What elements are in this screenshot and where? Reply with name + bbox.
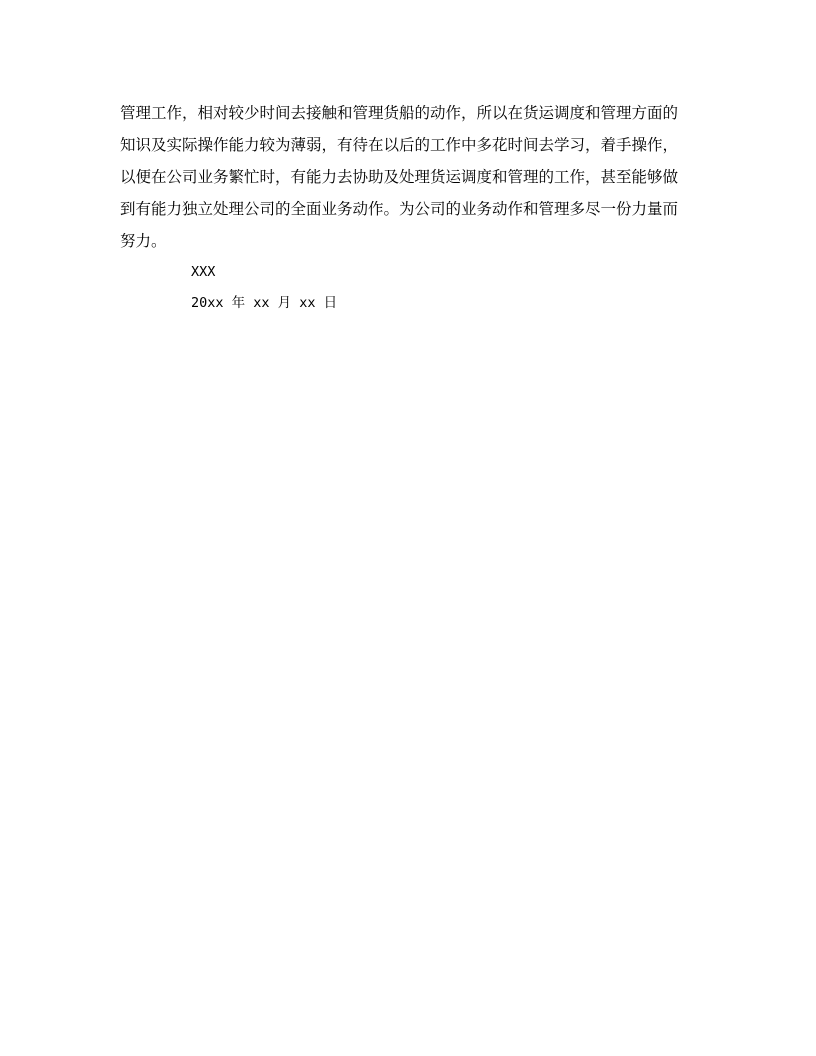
signature-date: 20xx 年 xx 月 xx 日 xyxy=(191,295,338,311)
signature-name: XXX xyxy=(191,264,216,280)
paragraph-line-4: 到有能力独立处理公司的全面业务动作。为公司的业务动作和管理多尽一份力量而 xyxy=(120,200,679,218)
body-paragraph xyxy=(120,97,710,257)
paragraph-line-2: 知识及实际操作能力较为薄弱，有待在以后的工作中多花时间去学习，着手操作， xyxy=(120,136,679,154)
paragraph-line-1: 管理工作，相对较少时间去接触和管理货船的动作，所以在货运调度和管理方面的 xyxy=(120,104,679,122)
paragraph-line-3: 以便在公司业务繁忙时，有能力去协助及处理货运调度和管理的工作，甚至能够做 xyxy=(120,168,679,186)
signature-block xyxy=(191,257,337,319)
paragraph-line-5: 努力。 xyxy=(120,232,167,250)
